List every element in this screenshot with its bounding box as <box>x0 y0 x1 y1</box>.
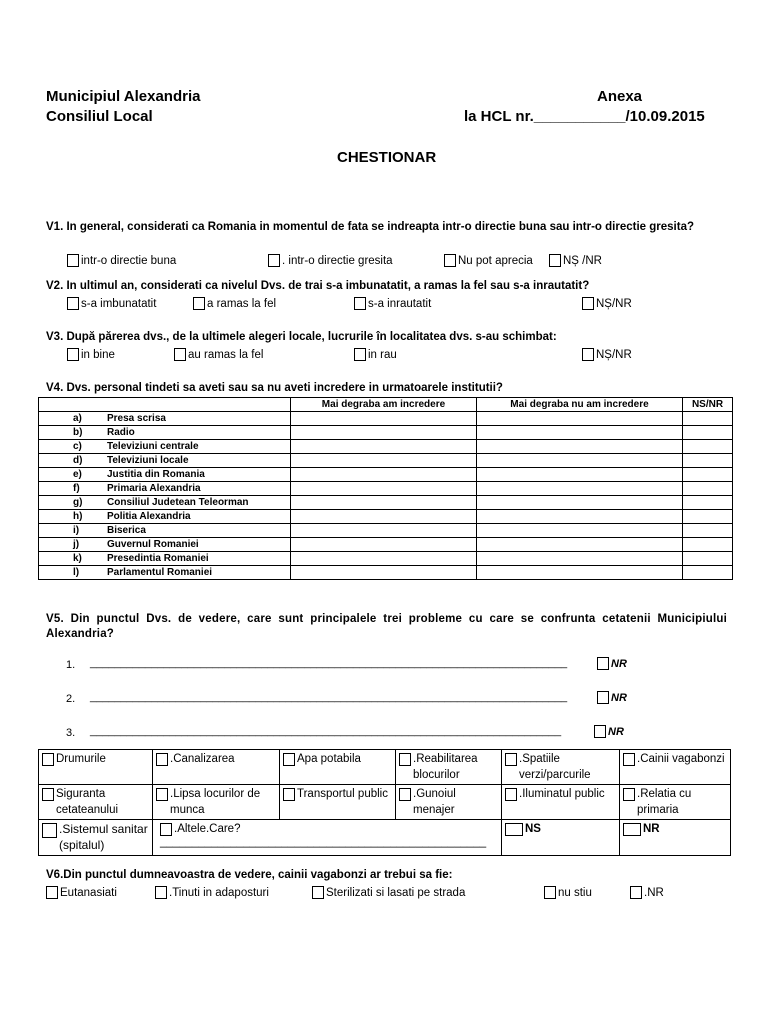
checkbox-icon[interactable] <box>42 753 54 766</box>
distrust-cell[interactable] <box>477 496 683 510</box>
trust-cell[interactable] <box>291 440 477 454</box>
v5-line-3-number: 3. <box>66 727 76 739</box>
trust-cell[interactable] <box>291 496 477 510</box>
table-row <box>39 552 733 566</box>
checkbox-icon[interactable] <box>42 788 54 801</box>
ns-nr-cell[interactable] <box>683 482 733 496</box>
table-header-trust: Mai degraba am incredere <box>291 398 477 412</box>
table-header-blank <box>39 398 291 412</box>
table-row <box>39 468 733 482</box>
institution-name: Presedintia Romaniei <box>107 553 209 564</box>
problem-nr[interactable]: NR <box>623 821 727 837</box>
checkbox-icon[interactable] <box>444 254 456 267</box>
v3-question: V3. După părerea dvs., de la ultimele alegeri locale, lucrurile în localitatea dvs. s-au schimbat: <box>46 331 557 343</box>
row-letter: j) <box>73 539 80 550</box>
problem-lipsa-locurilor-de-munca[interactable]: .Lipsa locurilor de munca <box>156 786 276 818</box>
checkbox-icon[interactable] <box>67 254 79 267</box>
v1-option-2[interactable]: . intr-o directie gresita <box>268 254 393 267</box>
table-row <box>39 440 733 454</box>
problem-canalizarea[interactable]: .Canalizarea <box>156 751 276 767</box>
v3-option-3[interactable]: in rau <box>354 348 397 361</box>
institution-name: Presa scrisa <box>107 413 166 424</box>
institution-name: Politia Alexandria <box>107 511 191 522</box>
checkbox-icon[interactable] <box>582 348 594 361</box>
row-letter: f) <box>73 483 80 494</box>
problem-sistemul-sanitar[interactable]: .Sistemul sanitar (spitalul) <box>42 821 149 853</box>
distrust-cell[interactable] <box>477 482 683 496</box>
row-letter: a) <box>73 413 82 424</box>
ns-nr-cell[interactable] <box>683 510 733 524</box>
table-row <box>39 412 733 426</box>
checkbox-icon[interactable] <box>505 788 517 801</box>
v5-line-1-number: 1. <box>66 659 76 671</box>
ns-nr-cell[interactable] <box>683 496 733 510</box>
v1-option-4[interactable]: NȘ /NR <box>549 254 602 267</box>
checkbox-icon[interactable] <box>623 753 635 766</box>
table-header-distrust: Mai degraba nu am incredere <box>477 398 683 412</box>
council-name: Consiliul Local <box>46 108 153 125</box>
checkbox-icon[interactable] <box>174 348 186 361</box>
ns-nr-cell[interactable] <box>683 566 733 580</box>
v1-option-1[interactable]: intr-o directie buna <box>67 254 176 267</box>
ns-nr-cell[interactable] <box>683 412 733 426</box>
checkbox-icon[interactable] <box>399 753 411 766</box>
row-letter: g) <box>73 497 83 508</box>
ns-nr-cell[interactable] <box>683 468 733 482</box>
hcl-reference: la HCL nr.___________/10.09.2015 <box>464 108 705 125</box>
institution-name: Justitia din Romania <box>107 469 205 480</box>
problem-altele[interactable]: .Altele.Care? <box>156 821 498 837</box>
institution-name: Municipiul Alexandria <box>46 88 201 105</box>
v3-option-4[interactable]: NȘ/NR <box>582 348 632 361</box>
checkbox-icon[interactable] <box>505 823 523 836</box>
v1-question: V1. In general, considerati ca Romania in momentul de fata se indreapta intr-o directie buna sau intr-o directie gresita? <box>46 221 694 233</box>
trust-cell[interactable] <box>291 482 477 496</box>
distrust-cell[interactable] <box>477 538 683 552</box>
problem-reabilitarea-blocurilor[interactable]: .Reabilitarea blocurilor <box>399 751 498 783</box>
table-row <box>39 482 733 496</box>
table-row <box>39 426 733 440</box>
ns-nr-cell[interactable] <box>683 426 733 440</box>
institution-name: Consiliul Judetean Teleorman <box>107 497 249 508</box>
v6-option-1[interactable]: Eutanasiati <box>46 886 117 899</box>
v6-option-4[interactable]: nu stiu <box>544 886 592 899</box>
v3-option-2[interactable]: au ramas la fel <box>174 348 263 361</box>
checkbox-icon[interactable] <box>354 297 366 310</box>
problem-drumurile[interactable]: Drumurile <box>42 751 149 767</box>
institutions-trust-table <box>38 397 733 580</box>
distrust-cell[interactable] <box>477 552 683 566</box>
table-row <box>39 538 733 552</box>
ns-nr-cell[interactable] <box>683 538 733 552</box>
checkbox-icon[interactable] <box>156 788 168 801</box>
v5-line-2-field[interactable]: ______________________________________________________________________________ <box>90 691 568 703</box>
v2-option-4[interactable]: NȘ/NR <box>582 297 632 310</box>
trust-cell[interactable] <box>291 412 477 426</box>
table-row <box>39 454 733 468</box>
checkbox-icon[interactable] <box>156 753 168 766</box>
checkbox-icon[interactable] <box>354 348 366 361</box>
table-row <box>39 496 733 510</box>
institution-name: Guvernul Romaniei <box>107 539 199 550</box>
table-row <box>39 566 733 580</box>
problem-iluminatul-public[interactable]: .Iluminatul public <box>505 786 616 802</box>
trust-cell[interactable] <box>291 538 477 552</box>
distrust-cell[interactable] <box>477 524 683 538</box>
v5-line-1-nr[interactable]: NR <box>597 657 627 670</box>
institution-name: Parlamentul Romaniei <box>107 567 213 578</box>
checkbox-icon[interactable] <box>597 691 609 704</box>
v2-option-1[interactable]: s-a imbunatatit <box>67 297 156 310</box>
v5-question: V5. Din punctul Dvs. de vedere, care sunt principalele trei probleme cu care se confrunta cetatenii Municipiului Alexandria? <box>46 613 727 640</box>
table-header-ns-nr: NS/NR <box>683 398 733 412</box>
institution-name: Televiziuni centrale <box>107 441 199 452</box>
v5-line-2-number: 2. <box>66 693 76 705</box>
checkbox-icon[interactable] <box>193 297 205 310</box>
row-letter: d) <box>73 455 83 466</box>
table-row <box>39 510 733 524</box>
v5-line-3-field[interactable]: _____________________________________________________________________________ <box>90 725 562 737</box>
distrust-cell[interactable] <box>477 440 683 454</box>
checkbox-icon[interactable] <box>399 788 411 801</box>
row-letter: e) <box>73 469 82 480</box>
checkbox-icon[interactable] <box>155 886 167 899</box>
institution-name: Biserica <box>107 525 146 536</box>
institution-name: Televiziuni locale <box>107 455 189 466</box>
checkbox-icon[interactable] <box>268 254 280 267</box>
v2-option-3[interactable]: s-a inrautatit <box>354 297 431 310</box>
trust-cell[interactable] <box>291 454 477 468</box>
table-row <box>39 524 733 538</box>
v6-option-2[interactable]: .Tinuti in adaposturi <box>155 886 269 899</box>
problem-apa-potabila[interactable]: Apa potabila <box>283 751 392 767</box>
row-letter: h) <box>73 511 83 522</box>
problem-ns[interactable]: NS <box>505 821 616 837</box>
trust-cell[interactable] <box>291 426 477 440</box>
page-title: CHESTIONAR <box>337 149 437 166</box>
problem-gunoiul-menajer[interactable]: .Gunoiul menajer <box>399 786 498 818</box>
distrust-cell[interactable] <box>477 412 683 426</box>
problems-grid <box>38 749 731 856</box>
trust-cell[interactable] <box>291 510 477 524</box>
checkbox-icon[interactable] <box>46 886 58 899</box>
row-letter: i) <box>73 525 80 536</box>
checkbox-icon[interactable] <box>283 788 295 801</box>
problem-relatia-cu-primaria[interactable]: .Relatia cu primaria <box>623 786 727 818</box>
v4-question: V4. Dvs. personal tindeti sa aveti sau sa nu aveti incredere in urmatoarele institutii? <box>46 382 503 394</box>
ns-nr-cell[interactable] <box>683 440 733 454</box>
distrust-cell[interactable] <box>477 454 683 468</box>
row-letter: b) <box>73 427 83 438</box>
checkbox-icon[interactable] <box>312 886 324 899</box>
problem-siguranta-cetateanului[interactable]: Siguranta cetateanului <box>42 786 149 818</box>
annex-label: Anexa <box>597 88 643 105</box>
distrust-cell[interactable] <box>477 566 683 580</box>
checkbox-icon[interactable] <box>505 753 517 766</box>
trust-cell[interactable] <box>291 468 477 482</box>
institution-name: Primaria Alexandria <box>107 483 201 494</box>
problem-cainii-vagabonzi[interactable]: .Cainii vagabonzi <box>623 751 727 767</box>
checkbox-icon[interactable] <box>623 823 641 836</box>
altele-field[interactable]: ___________________________________________________ <box>160 836 487 848</box>
ns-nr-cell[interactable] <box>683 552 733 566</box>
trust-cell[interactable] <box>291 566 477 580</box>
distrust-cell[interactable] <box>477 468 683 482</box>
checkbox-icon[interactable] <box>160 823 172 836</box>
distrust-cell[interactable] <box>477 426 683 440</box>
row-letter: c) <box>73 441 82 452</box>
row-letter: l) <box>73 567 80 578</box>
institution-name: Radio <box>107 427 135 438</box>
v5-line-1-field[interactable]: ______________________________________________________________________________ <box>90 657 568 669</box>
checkbox-icon[interactable] <box>597 657 609 670</box>
v6-option-5[interactable]: .NR <box>630 886 664 899</box>
checkbox-icon[interactable] <box>630 886 642 899</box>
checkbox-icon[interactable] <box>42 823 57 838</box>
v5-line-3-nr[interactable]: NR <box>594 725 624 738</box>
v3-option-1[interactable]: in bine <box>67 348 115 361</box>
checkbox-icon[interactable] <box>594 725 606 738</box>
v5-line-2-nr[interactable]: NR <box>597 691 627 704</box>
checkbox-icon[interactable] <box>549 254 561 267</box>
v1-option-3[interactable]: Nu pot aprecia <box>444 254 533 267</box>
v6-question: V6.Din punctul dumneavoastra de vedere, cainii vagabonzi ar trebui sa fie: <box>46 869 453 881</box>
trust-cell[interactable] <box>291 524 477 538</box>
row-letter: k) <box>73 553 82 564</box>
problem-transportul-public[interactable]: Transportul public <box>283 786 392 802</box>
ns-nr-cell[interactable] <box>683 524 733 538</box>
problem-spatiile-verzi[interactable]: .Spatiile verzi/parcurile <box>505 751 616 783</box>
v2-question: V2. In ultimul an, considerati ca nivelul Dvs. de trai s-a imbunatatit, a ramas la fel sau s-a inrautatit? <box>46 280 590 292</box>
checkbox-icon[interactable] <box>582 297 594 310</box>
distrust-cell[interactable] <box>477 510 683 524</box>
v6-option-3[interactable]: Sterilizati si lasati pe strada <box>312 886 465 899</box>
checkbox-icon[interactable] <box>283 753 295 766</box>
checkbox-icon[interactable] <box>544 886 556 899</box>
trust-cell[interactable] <box>291 552 477 566</box>
ns-nr-cell[interactable] <box>683 454 733 468</box>
checkbox-icon[interactable] <box>623 788 635 801</box>
v2-option-2[interactable]: a ramas la fel <box>193 297 276 310</box>
checkbox-icon[interactable] <box>67 348 79 361</box>
checkbox-icon[interactable] <box>67 297 79 310</box>
